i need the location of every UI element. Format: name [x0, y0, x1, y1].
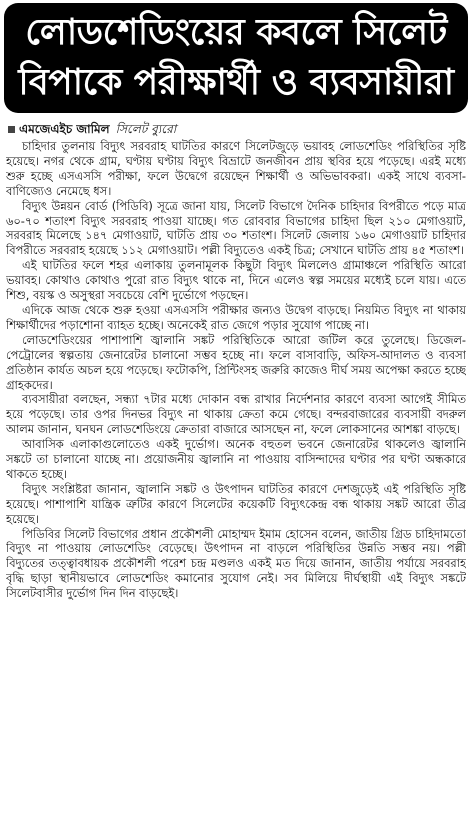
headline-line-1: লোডশেডিংয়ের কবলে সিলেট — [25, 12, 447, 53]
article-body — [6, 139, 466, 815]
article-paragraph: এদিকে আজ থেকে শুরু হওয়া এসএসসি পরীক্ষার জন্যও উদ্বেগ বাড়ছে। নিয়মিত বিদ্যুৎ না থাকায় শিক্ষার্থীদের পড়াশোনা ব্যাহত হচ্ছে। অনেকেই রাত জেগে পড়ার সুযোগ পাচ্ছে না। — [6, 302, 466, 332]
article-paragraph: এই ঘাটতির ফলে শহর এলাকায় তুলনামূলক কিছুটা বিদ্যুৎ মিললেও গ্রামাঞ্চলে পরিস্থিতি আরো ভয়াবহ। কোথাও কোথাও পুরো রাত বিদ্যুৎ থাকে না, দিনে এলেও স্বল্প সময়ের মধ্যেই চলে যায়। এতে শিশু, বয়স্ক ও অসুস্থরা সবচেয়ে বেশি দুর্ভোগে পড়ছেন। — [6, 258, 466, 303]
byline-bureau: সিলেট ব্যুরো — [115, 122, 177, 136]
article-paragraph: পিডিবির সিলেট বিভাগের প্রধান প্রকৌশলী মোহাম্মদ ইমাম হোসেন বলেন, জাতীয় গ্রিড চাহিদামতো বিদ্যুৎ না পাওয়ায় লোডশেডিং বেড়েছে। উৎপাদন না বাড়লে পরিস্থিতির উন্নতি সম্ভব নয়। পল্লী বিদ্যুতের তত্ত্বাবধায়ক প্রকৌশলী পরেশ চন্দ্র মণ্ডলও একই মত দিয়ে জানান, জাতীয় পর্যায়ে সরবরাহ বৃদ্ধি ছাড়া স্থানীয়ভাবে লোডশেডিং কমানোর সুযোগ নেই। সব মিলিয়ে দীর্ঘস্থায়ী এই বিদ্যুৎ সঙ্কটে সিলেটবাসীর দুর্ভোগ দিন দিন বাড়ছেই। — [6, 526, 466, 601]
article-paragraph: আবাসিক এলাকাগুলোতেও একই দুর্ভোগ। অনেক বহুতল ভবনে জেনারেটর থাকলেও জ্বালানি সঙ্কটে তা চালানো যাচ্ছে না। প্রয়োজনীয় জ্বালানি না পাওয়ায় বাসিন্দাদের ঘণ্টার পর ঘণ্টা অন্ধকারে থাকতে হচ্ছে। — [6, 437, 466, 481]
article-paragraph: বিদ্যুৎ সংশ্লিষ্টরা জানান, জ্বালানি সঙ্কট ও উৎপাদন ঘাটতির কারণে দেশজুড়েই এই পরিস্থিতি সৃষ্টি হয়েছে। পাশাপাশি যান্ত্রিক ত্রুটির কারণে সিলেটের কয়েকটি বিদ্যুৎকেন্দ্র বন্ধ থাকায় সঙ্কট আরো তীব্র হয়েছে। — [6, 481, 466, 526]
headline-line-2: বিপাকে পরীক্ষার্থী ও ব্যবসায়ীরা — [18, 62, 454, 103]
byline — [8, 121, 468, 137]
article-paragraph: ব্যবসায়ীরা বলছেন, সন্ধ্যা ৭টার মধ্যে দোকান বন্ধ রাখার নির্দেশনার কারণে ব্যবসা আগেই সীমিত হয়ে পড়েছে। তার ওপর দিনভর বিদ্যুৎ না থাকায় ক্রেতা কমে গেছে। বন্দরবাজারের ব্যবসায়ী বদরুল আলম জানান, ঘনঘন লোডশেডিংয়ে ক্রেতারা বাজারে আসছেন না, ফলে লোকসানের আশঙ্কা বাড়ছে। — [6, 392, 466, 437]
byline-author: এমজেএইচ জামিল — [19, 122, 110, 136]
byline-bullet-icon — [8, 126, 15, 133]
headline-banner — [4, 3, 468, 113]
article-paragraph: বিদ্যুৎ উন্নয়ন বোর্ড (পিডিবি) সূত্রে জানা যায়, সিলেট বিভাগে দৈনিক চাহিদার বিপরীতে পড়ে মাত্র ৬০-৭০ শতাংশ বিদ্যুৎ সরবরাহ পাওয়া যাচ্ছে। গত রোববার বিভাগের চাহিদা ছিল ২১০ মেগাওয়াট, সরবরাহ মিলেছে ১৪৭ মেগাওয়াট, ঘাটতি প্রায় ৩০ শতাংশ। সিলেট জেলায় ১৬০ মেগাওয়াট চাহিদার বিপরীতে সরবরাহ হয়েছে ১১২ মেগাওয়াট। পল্লী বিদ্যুতেও একই চিত্র; সেখানে ঘাটতি প্রায় ৪৫ শতাংশ। — [6, 198, 466, 258]
article-paragraph: চাহিদার তুলনায় বিদ্যুৎ সরবরাহ ঘাটতির কারণে সিলেটজুড়ে ভয়াবহ লোডশেডিং পরিস্থিতির সৃষ্টি হয়েছে। নগর থেকে গ্রাম, ঘণ্টায় ঘণ্টায় বিদ্যুৎ বিভ্রাটে জনজীবন প্রায় স্থবির হয়ে পড়েছে। এরই মধ্যে শুরু হচ্ছে এসএসসি পরীক্ষা, ফলে উদ্বেগে রয়েছেন শিক্ষার্থী ও অভিভাবকরা। একই সাথে ব্যবসা-বাণিজ্যেও নেমেছে ধস। — [6, 139, 466, 198]
article-paragraph: লোডশেডিংয়ের পাশাপাশি জ্বালানি সঙ্কট পরিস্থিতিকে আরো জটিল করে তুলেছে। ডিজেল-পেট্রোলের স্বল্পতায় জেনারেটর চালানো সম্ভব হচ্ছে না। ফলে বাসাবাড়ি, অফিস-আদালত ও ব্যবসা প্রতিষ্ঠান কার্যত অচল হয়ে পড়েছে। ফটোকপি, প্রিন্টিংসহ জরুরি কাজেও দীর্ঘ সময় অপেক্ষা করতে হচ্ছে গ্রাহকদের। — [6, 332, 466, 392]
